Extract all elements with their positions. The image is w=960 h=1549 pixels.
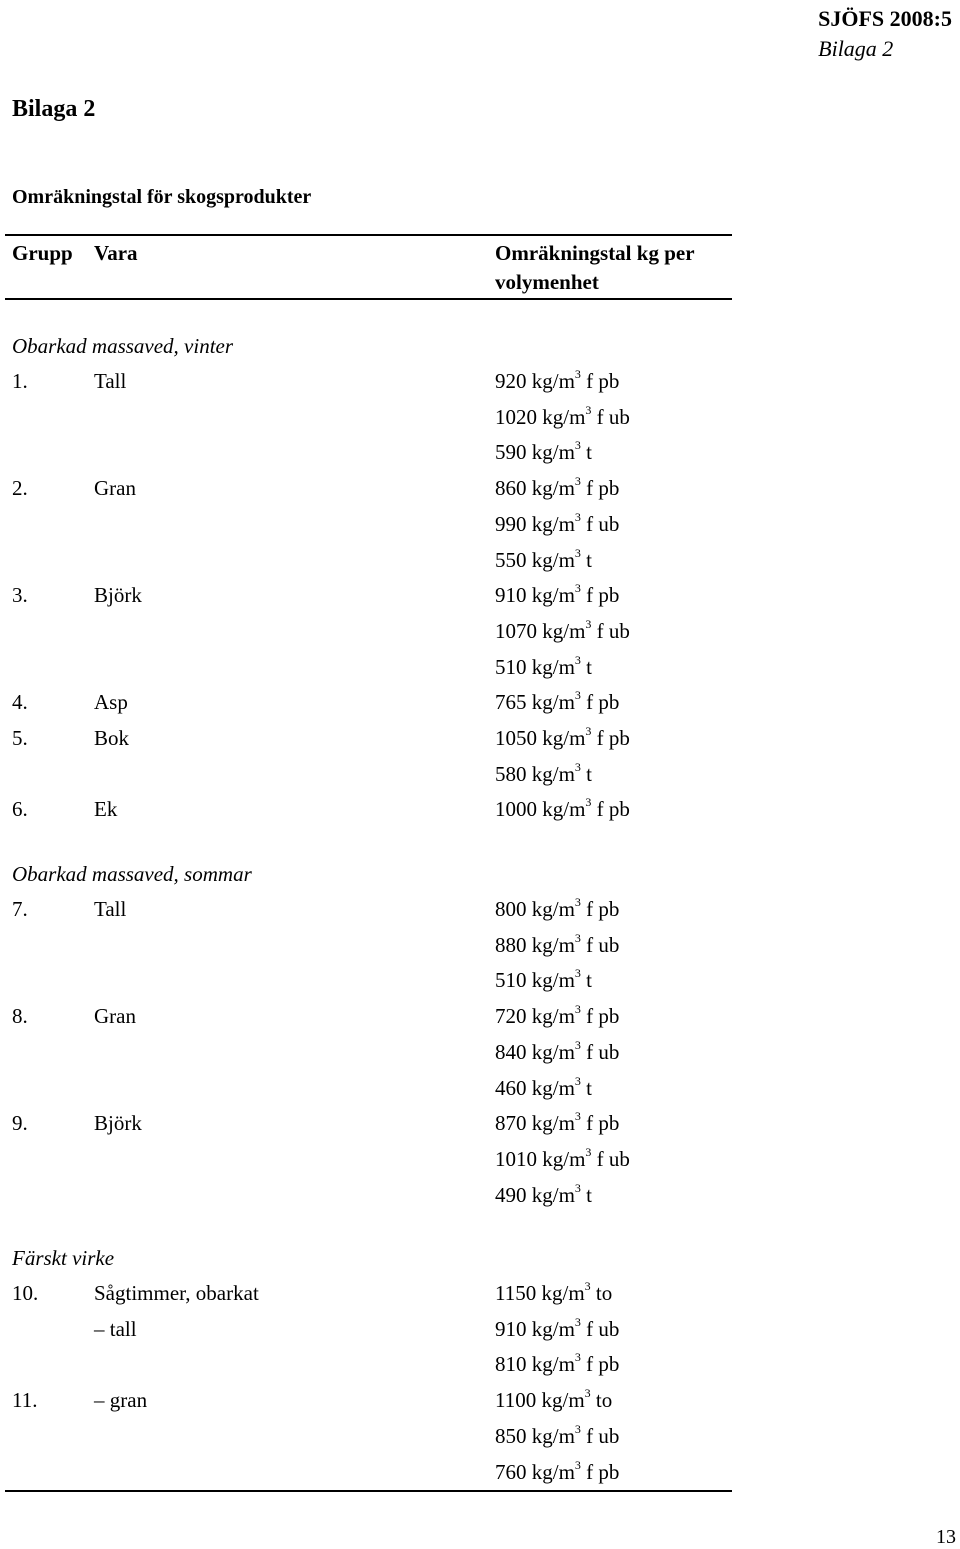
value-number: 850 [495, 1423, 527, 1448]
table-row [0, 1180, 740, 1219]
conversion-value [495, 1144, 630, 1172]
value-unit: kg/m [531, 1352, 575, 1377]
unit-exponent: 3 [585, 795, 592, 810]
value-suffix: f ub [596, 618, 630, 643]
table-row [0, 690, 740, 726]
value-unit: kg/m [531, 583, 575, 608]
value-suffix: f ub [586, 1423, 620, 1448]
value-number: 720 [495, 1004, 527, 1029]
product-name: Sågtimmer, obarkat [94, 1281, 259, 1305]
value-number: 810 [495, 1352, 527, 1377]
value-number: 1070 [495, 618, 537, 643]
unit-exponent: 3 [574, 1314, 581, 1329]
value-suffix: f pb [586, 1459, 620, 1484]
group-number: 9. [12, 1111, 28, 1136]
unit-exponent: 3 [574, 1002, 581, 1017]
value-suffix: f ub [596, 1146, 630, 1171]
conversion-value [495, 759, 593, 787]
column-header-omrakningstal [495, 239, 695, 297]
group-number: 6. [12, 797, 28, 822]
table-row [0, 402, 740, 441]
unit-exponent: 3 [574, 545, 581, 560]
conversion-value [495, 1004, 619, 1029]
value-suffix: f ub [586, 1316, 620, 1341]
unit-exponent: 3 [585, 724, 592, 738]
conversion-value [495, 930, 620, 958]
table-row [0, 930, 740, 969]
conversion-value [495, 1457, 620, 1485]
conversion-value [495, 583, 619, 608]
value-unit: kg/m [531, 1316, 575, 1341]
unit-exponent: 3 [574, 438, 581, 453]
value-suffix: f pb [596, 726, 630, 750]
unit-exponent: 3 [574, 759, 581, 774]
value-suffix: f pb [596, 797, 630, 822]
value-unit: kg/m [531, 690, 575, 715]
conversion-value [495, 440, 592, 465]
product-name: Björk [94, 1111, 142, 1136]
value-unit: kg/m [531, 369, 575, 393]
product-name: Tall [94, 369, 127, 393]
value-number: 490 [495, 1182, 527, 1207]
value-number: 460 [495, 1075, 527, 1100]
value-suffix: f pb [586, 897, 620, 921]
unit-exponent: 3 [574, 1073, 581, 1088]
value-unit: kg/m [542, 404, 586, 429]
conversion-value [495, 652, 593, 680]
column-header-grupp: Grupp [12, 241, 73, 265]
unit-exponent: 3 [574, 367, 581, 381]
table-row [0, 897, 740, 933]
value-suffix: f ub [586, 932, 620, 957]
value-number: 580 [495, 761, 527, 786]
conversion-value [495, 1037, 620, 1065]
value-unit: kg/m [531, 1004, 575, 1029]
value-suffix: f pb [586, 583, 620, 608]
value-number: 1000 [495, 797, 537, 822]
value-unit: kg/m [531, 476, 575, 501]
column-header-line1: Omräkningstal kg per [495, 241, 695, 265]
value-number: 800 [495, 897, 527, 921]
unit-exponent: 3 [584, 1279, 591, 1293]
product-name: Gran [94, 476, 136, 501]
value-unit: kg/m [531, 932, 575, 957]
table-row [0, 1111, 740, 1147]
unit-exponent: 3 [585, 1144, 592, 1159]
group-number: 1. [12, 369, 28, 393]
value-unit: kg/m [531, 968, 575, 993]
conversion-value [495, 897, 619, 922]
unit-exponent: 3 [585, 402, 592, 417]
conversion-value [495, 1388, 612, 1413]
table-row [0, 652, 740, 691]
value-unit: kg/m [531, 1075, 575, 1100]
group-number: 4. [12, 690, 28, 715]
value-unit: kg/m [542, 618, 586, 643]
product-name: Ek [94, 797, 118, 822]
unit-exponent: 3 [574, 930, 581, 945]
value-unit: kg/m [541, 1281, 585, 1305]
conversion-value [495, 476, 619, 501]
value-unit: kg/m [531, 897, 575, 921]
value-number: 510 [495, 968, 527, 993]
value-unit: kg/m [531, 1182, 575, 1207]
value-suffix: f pb [586, 369, 620, 393]
value-suffix: f ub [596, 404, 630, 429]
table-row [0, 797, 740, 833]
section-heading: Obarkad massaved, vinter [12, 334, 234, 358]
product-name: – gran [94, 1388, 148, 1413]
value-number: 910 [495, 583, 527, 608]
page-title: Bilaga 2 [12, 96, 96, 122]
value-number: 990 [495, 511, 527, 536]
section-heading: Obarkad massaved, sommar [12, 862, 252, 886]
conversion-value [495, 968, 592, 993]
unit-exponent: 3 [585, 616, 592, 631]
table-top-rule [5, 234, 732, 236]
conversion-value [495, 369, 619, 394]
value-suffix: to [595, 1388, 613, 1413]
value-suffix: f pb [586, 1111, 620, 1136]
unit-exponent: 3 [574, 1457, 581, 1472]
value-unit: kg/m [531, 511, 575, 536]
conversion-value [495, 1352, 619, 1377]
value-number: 870 [495, 1111, 527, 1136]
value-number: 590 [495, 440, 527, 465]
group-number: 10. [12, 1281, 39, 1305]
value-unit: kg/m [531, 761, 575, 786]
group-number: 3. [12, 583, 28, 608]
value-suffix: f ub [586, 511, 620, 536]
value-suffix: t [586, 547, 593, 572]
value-unit: kg/m [542, 797, 586, 822]
value-unit: kg/m [531, 1039, 575, 1064]
table-row [0, 968, 740, 1004]
column-header-line2: volymenhet [495, 270, 599, 294]
value-number: 1150 [495, 1281, 537, 1305]
table-row [0, 1004, 740, 1040]
conversion-value [495, 1314, 620, 1342]
value-unit: kg/m [531, 547, 575, 572]
value-unit: kg/m [531, 1423, 575, 1448]
value-suffix: f pb [586, 1352, 620, 1377]
value-number: 510 [495, 654, 527, 679]
conversion-value [495, 797, 630, 822]
conversion-value [495, 1281, 612, 1306]
value-unit: kg/m [542, 726, 586, 750]
table-row [0, 616, 740, 655]
value-number: 1100 [495, 1388, 537, 1413]
value-suffix: t [586, 968, 593, 993]
unit-exponent: 3 [584, 1386, 591, 1401]
product-name: Bok [94, 726, 130, 750]
value-suffix: t [586, 1075, 593, 1100]
conversion-value [495, 402, 630, 430]
value-number: 760 [495, 1459, 527, 1484]
value-unit: kg/m [531, 654, 575, 679]
value-unit: kg/m [531, 1459, 575, 1484]
table-row [0, 583, 740, 619]
table-bottom-rule [5, 1490, 732, 1492]
table-row [0, 1073, 740, 1112]
conversion-value [495, 1421, 620, 1449]
page-number: 13 [936, 1526, 956, 1548]
value-number: 765 [495, 690, 527, 715]
table-row [0, 1144, 740, 1183]
value-number: 840 [495, 1039, 527, 1064]
table-row [0, 545, 740, 584]
value-suffix: t [586, 654, 593, 679]
value-suffix: t [586, 1182, 593, 1207]
annex-label: Bilaga 2 [818, 36, 894, 61]
unit-exponent: 3 [574, 1350, 581, 1365]
value-unit: kg/m [542, 1146, 586, 1171]
value-number: 880 [495, 932, 527, 957]
value-suffix: t [586, 440, 593, 465]
group-number: 8. [12, 1004, 28, 1029]
value-number: 910 [495, 1316, 527, 1341]
header-bottom-rule [5, 298, 732, 300]
unit-exponent: 3 [574, 966, 581, 981]
value-number: 1020 [495, 404, 537, 429]
conversion-value [495, 1111, 619, 1136]
group-number: 7. [12, 897, 28, 921]
conversion-value [495, 616, 630, 644]
table-row [0, 759, 740, 798]
conversion-value [495, 726, 630, 751]
conversion-value [495, 1180, 593, 1208]
table-row [0, 1352, 740, 1388]
unit-exponent: 3 [574, 688, 581, 703]
product-name: Tall [94, 897, 127, 921]
unit-exponent: 3 [574, 1109, 581, 1124]
value-unit: kg/m [531, 1111, 575, 1136]
unit-exponent: 3 [574, 581, 581, 596]
table-row [0, 1037, 740, 1076]
product-name: Björk [94, 583, 142, 608]
unit-exponent: 3 [574, 652, 581, 667]
unit-exponent: 3 [574, 1421, 581, 1436]
running-header [818, 4, 952, 64]
value-number: 550 [495, 547, 527, 572]
value-number: 1010 [495, 1146, 537, 1171]
conversion-value [495, 690, 619, 715]
section-heading: Färskt virke [12, 1246, 115, 1270]
value-suffix: to [595, 1281, 613, 1305]
table-row [0, 369, 740, 405]
table-title: Omräkningstal för skogsprodukter [12, 186, 312, 208]
product-name: Gran [94, 1004, 136, 1029]
table-row [0, 1421, 740, 1460]
value-suffix: f pb [586, 690, 620, 715]
document-id: SJÖFS 2008:5 [818, 6, 952, 31]
table-row [0, 1281, 740, 1317]
value-suffix: t [586, 761, 593, 786]
table-row [0, 476, 740, 512]
unit-exponent: 3 [574, 474, 581, 489]
table-row [0, 726, 740, 762]
table-row [0, 440, 740, 476]
conversion-value [495, 1073, 593, 1101]
unit-exponent: 3 [574, 1037, 581, 1052]
table-row [0, 1388, 740, 1424]
value-unit: kg/m [541, 1388, 585, 1413]
table-row [0, 1314, 740, 1353]
unit-exponent: 3 [574, 509, 581, 524]
value-number: 860 [495, 476, 527, 501]
value-suffix: f pb [586, 476, 620, 501]
conversion-value [495, 509, 620, 537]
column-header-vara: Vara [94, 241, 138, 265]
value-number: 1050 [495, 726, 537, 750]
product-name: – tall [94, 1316, 137, 1341]
value-suffix: f ub [586, 1039, 620, 1064]
product-name: Asp [94, 690, 128, 715]
value-number: 920 [495, 369, 527, 393]
group-number: 5. [12, 726, 28, 750]
value-suffix: f pb [586, 1004, 620, 1029]
value-unit: kg/m [531, 440, 575, 465]
conversion-value [495, 545, 593, 573]
unit-exponent: 3 [574, 895, 581, 909]
group-number: 11. [12, 1388, 38, 1413]
group-number: 2. [12, 476, 28, 501]
table-row [0, 509, 740, 548]
unit-exponent: 3 [574, 1180, 581, 1195]
